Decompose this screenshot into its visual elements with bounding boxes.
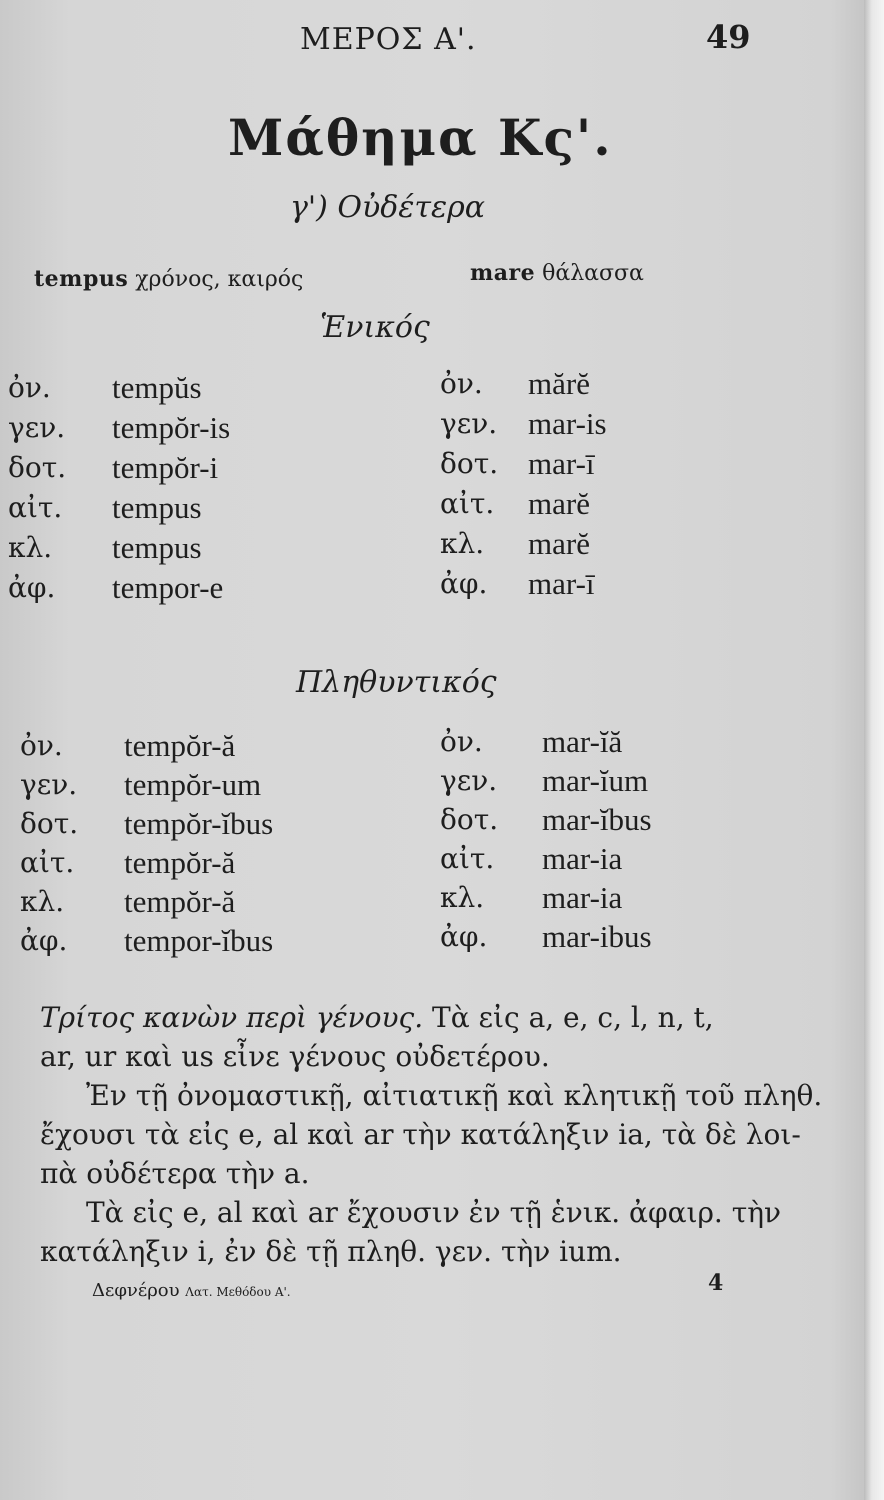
latin-word-left: tempus <box>34 266 129 292</box>
latin-word-right: mare <box>470 260 536 286</box>
case-label: αἰτ. <box>8 491 63 524</box>
declension-form: marĕ <box>528 486 590 521</box>
case-label: ὀν. <box>440 367 483 400</box>
case-label: ἀφ. <box>20 924 68 957</box>
page-number: 49 <box>706 18 751 56</box>
declension-form: mar-ĭum <box>542 763 649 798</box>
plural-heading: Πληθυντικός <box>296 665 497 700</box>
case-label: δοτ. <box>20 807 79 840</box>
running-title: ΜΕΡΟΣ Α'. <box>300 22 477 57</box>
declension-form: mar-ī <box>528 446 595 481</box>
singular-left-cases <box>8 368 66 608</box>
case-label: δοτ. <box>440 447 499 480</box>
singular-heading: Ἑνικός <box>320 310 430 345</box>
case-label: ἀφ. <box>440 920 488 953</box>
declension-form: tempus <box>112 490 202 525</box>
singular-right-forms <box>528 364 607 604</box>
footer-book: Λατ. Μεθόδου Α'. <box>185 1285 291 1299</box>
footer-imprint <box>92 1280 291 1301</box>
declension-form: mar-ī <box>528 566 595 601</box>
declension-form: mar-ia <box>542 880 623 915</box>
declension-form: mărĕ <box>528 366 590 401</box>
declension-form: tempŭs <box>112 370 202 405</box>
declension-form: mar-is <box>528 406 607 441</box>
declension-form: tempŏr-ă <box>124 728 236 763</box>
word-tempus <box>34 266 303 292</box>
rule-line-3: Ἐν τῇ ὀνομαστικῇ, αἰτιατικῇ καὶ κλητικῇ τοῦ πληθ. <box>86 1079 823 1112</box>
singular-left-forms <box>112 368 230 608</box>
rule-line-6: Τὰ εἰς e, al καὶ ar ἔχουσιν ἐν τῇ ἑνικ. ἀφαιρ. τὴν <box>86 1196 782 1229</box>
case-label: κλ. <box>8 531 53 564</box>
gender-heading: γ') Οὐδέτερα <box>290 190 485 225</box>
plural-left-cases <box>20 726 78 960</box>
page-edge <box>864 0 884 1500</box>
plural-right-cases <box>440 722 498 956</box>
singular-right-cases <box>440 364 498 604</box>
case-label: αἰτ. <box>440 842 495 875</box>
footer-author: Δεφνέρου <box>92 1280 180 1301</box>
case-label: γεν. <box>8 411 66 444</box>
case-label: δοτ. <box>440 803 499 836</box>
declension-form: tempŏr-ĭbus <box>124 806 274 841</box>
rule-line-1 <box>40 998 830 1037</box>
case-label: γεν. <box>440 764 498 797</box>
declension-form: tempus <box>112 530 202 565</box>
declension-form: mar-ia <box>542 841 623 876</box>
declension-form: tempŏr-ă <box>124 845 236 880</box>
case-label: ἀφ. <box>440 567 488 600</box>
case-label: δοτ. <box>8 451 67 484</box>
plural-right-forms <box>542 722 652 956</box>
word-mare <box>470 260 644 286</box>
greek-meaning-right: θάλασσα <box>542 261 644 286</box>
rule-line-7: κατάληξιν i, ἐν δὲ τῇ πληθ. γεν. τὴν ium. <box>40 1235 622 1268</box>
signature-mark: 4 <box>708 1270 724 1296</box>
case-label: κλ. <box>20 885 65 918</box>
case-label: ἀφ. <box>8 571 56 604</box>
case-label: κλ. <box>440 881 485 914</box>
case-label: ὀν. <box>440 725 483 758</box>
rule-line-5: πὰ οὐδέτερα τὴν a. <box>40 1157 310 1190</box>
declension-form: tempŏr-i <box>112 450 219 485</box>
case-label: κλ. <box>440 527 485 560</box>
declension-form: mar-ĭbus <box>542 802 652 837</box>
case-label: ὀν. <box>20 729 63 762</box>
declension-form: mar-ibus <box>542 919 652 954</box>
case-label: αἰτ. <box>440 487 495 520</box>
rules-paragraph <box>40 998 830 1271</box>
case-label: αἰτ. <box>20 846 75 879</box>
case-label: ὀν. <box>8 371 51 404</box>
declension-form: marĕ <box>528 526 590 561</box>
rule-name: Τρίτος κανὼν περὶ γένους. <box>40 1001 424 1034</box>
declension-form: tempor-e <box>112 570 224 605</box>
plural-left-forms <box>124 726 273 960</box>
case-label: γεν. <box>440 407 498 440</box>
declension-form: tempor-ĭbus <box>124 923 274 958</box>
declension-form: mar-ĭă <box>542 724 623 759</box>
declension-form: tempŏr-um <box>124 767 262 802</box>
rule-line-2: ar, ur καὶ us εἶνε γένους οὐδετέρου. <box>40 1040 550 1073</box>
greek-meaning-left: χρόνος, καιρός <box>135 267 304 292</box>
rule-line-4: ἔχουσι τὰ εἰς e, al καὶ ar τὴν κατάληξιν ia, τὰ δὲ λοι- <box>40 1118 801 1151</box>
lesson-title: Μάθημα Κς'. <box>228 108 613 167</box>
rule-text: Τὰ εἰς a, e, c, l, n, t, <box>432 1001 714 1034</box>
declension-form: tempŏr-ă <box>124 884 236 919</box>
case-label: γεν. <box>20 768 78 801</box>
declension-form: tempŏr-is <box>112 410 231 445</box>
